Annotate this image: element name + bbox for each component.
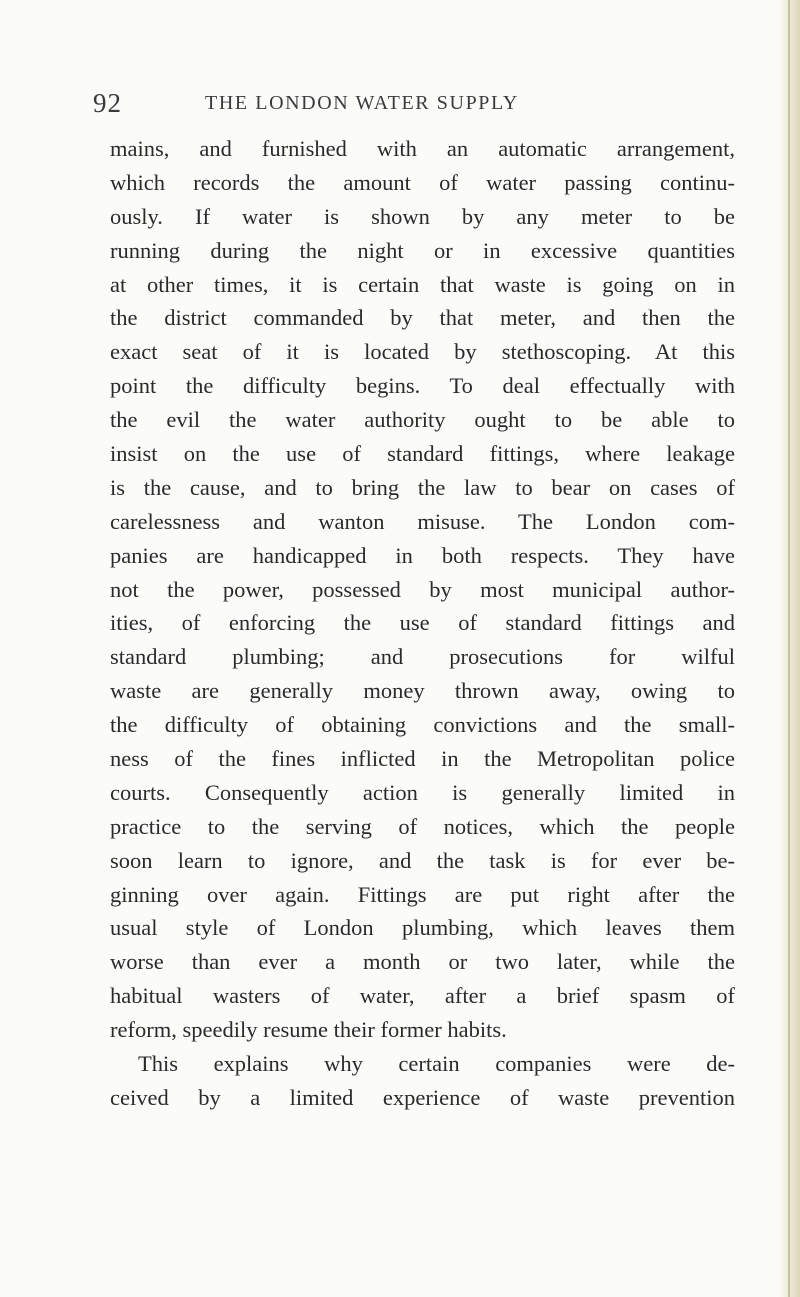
running-title: THE LONDON WATER SUPPLY — [205, 92, 519, 114]
text-line: ceived by a limited experience of waste prevention — [110, 1084, 735, 1110]
text-line: which records the amount of water passing continu- — [110, 169, 735, 195]
text-line: standard plumbing; and prosecutions for wilful — [110, 644, 735, 670]
text-line: at other times, it is certain that waste is going on in — [110, 271, 735, 297]
text-line: insist on the use of standard fittings, where leakage — [110, 441, 735, 467]
text-line: the evil the water authority ought to be able to — [110, 407, 735, 433]
text-line: This explains why certain companies were de- — [138, 1051, 735, 1077]
text-line: waste are generally money thrown away, owing to — [110, 678, 735, 704]
page-edge-line — [788, 0, 790, 1297]
text-line: ously. If water is shown by any meter to be — [110, 203, 735, 229]
text-line: panies are handicapped in both respects. They have — [110, 542, 735, 568]
text-line: courts. Consequently action is generally limited in — [110, 779, 735, 805]
body-text — [110, 132, 735, 1115]
text-line: point the difficulty begins. To deal effectually with — [110, 373, 735, 399]
text-line: ness of the fines inflicted in the Metropolitan police — [110, 746, 735, 772]
text-line: not the power, possessed by most municipal author- — [110, 576, 735, 602]
text-line: exact seat of it is located by stethoscoping. At this — [110, 339, 735, 365]
text-line: carelessness and wanton misuse. The London com- — [110, 508, 735, 534]
text-line: worse than ever a month or two later, while the — [110, 949, 735, 975]
text-line: the district commanded by that meter, and then the — [110, 305, 735, 331]
text-line: mains, and furnished with an automatic arrangement, — [110, 136, 735, 161]
text-line: ities, of enforcing the use of standard fittings and — [110, 610, 735, 636]
text-line: is the cause, and to bring the law to bear on cases of — [110, 474, 735, 500]
text-line: soon learn to ignore, and the task is for ever be- — [110, 847, 735, 873]
page-number: 92 — [93, 88, 122, 118]
text-line: ginning over again. Fittings are put right after the — [110, 881, 735, 907]
text-line: running during the night or in excessive quantities — [110, 237, 735, 263]
running-head — [93, 88, 733, 128]
text-line: practice to the serving of notices, which the people — [110, 813, 735, 839]
text-line: habitual wasters of water, after a brief spasm of — [110, 983, 735, 1009]
text-line: the difficulty of obtaining convictions and the small- — [110, 712, 735, 738]
text-line: reform, speedily resume their former habits. — [110, 1017, 507, 1043]
text-line: usual style of London plumbing, which leaves them — [110, 915, 735, 941]
